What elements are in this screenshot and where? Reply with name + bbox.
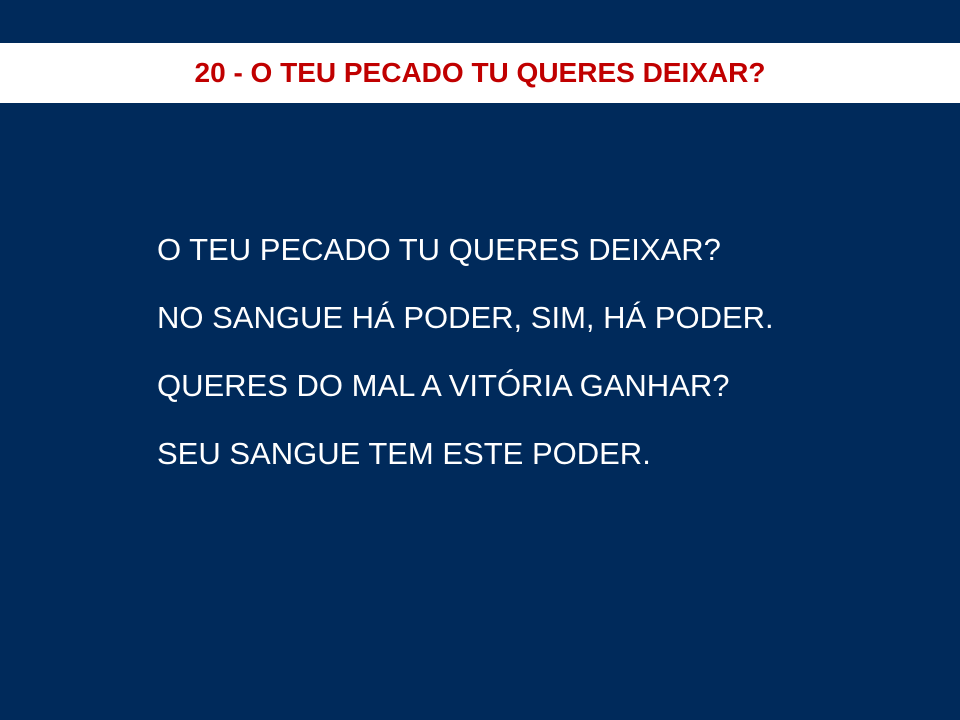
- lyrics-block: [157, 232, 947, 504]
- title-bar: [0, 43, 960, 103]
- slide-title: 20 - O TEU PECADO TU QUERES DEIXAR?: [194, 57, 766, 88]
- lyric-line-3: QUERES DO MAL A VITÓRIA GANHAR?: [157, 368, 730, 403]
- lyric-line-1: O TEU PECADO TU QUERES DEIXAR?: [157, 232, 721, 267]
- lyric-line-2: NO SANGUE HÁ PODER, SIM, HÁ PODER.: [157, 300, 774, 335]
- lyric-line-4: SEU SANGUE TEM ESTE PODER.: [157, 436, 651, 471]
